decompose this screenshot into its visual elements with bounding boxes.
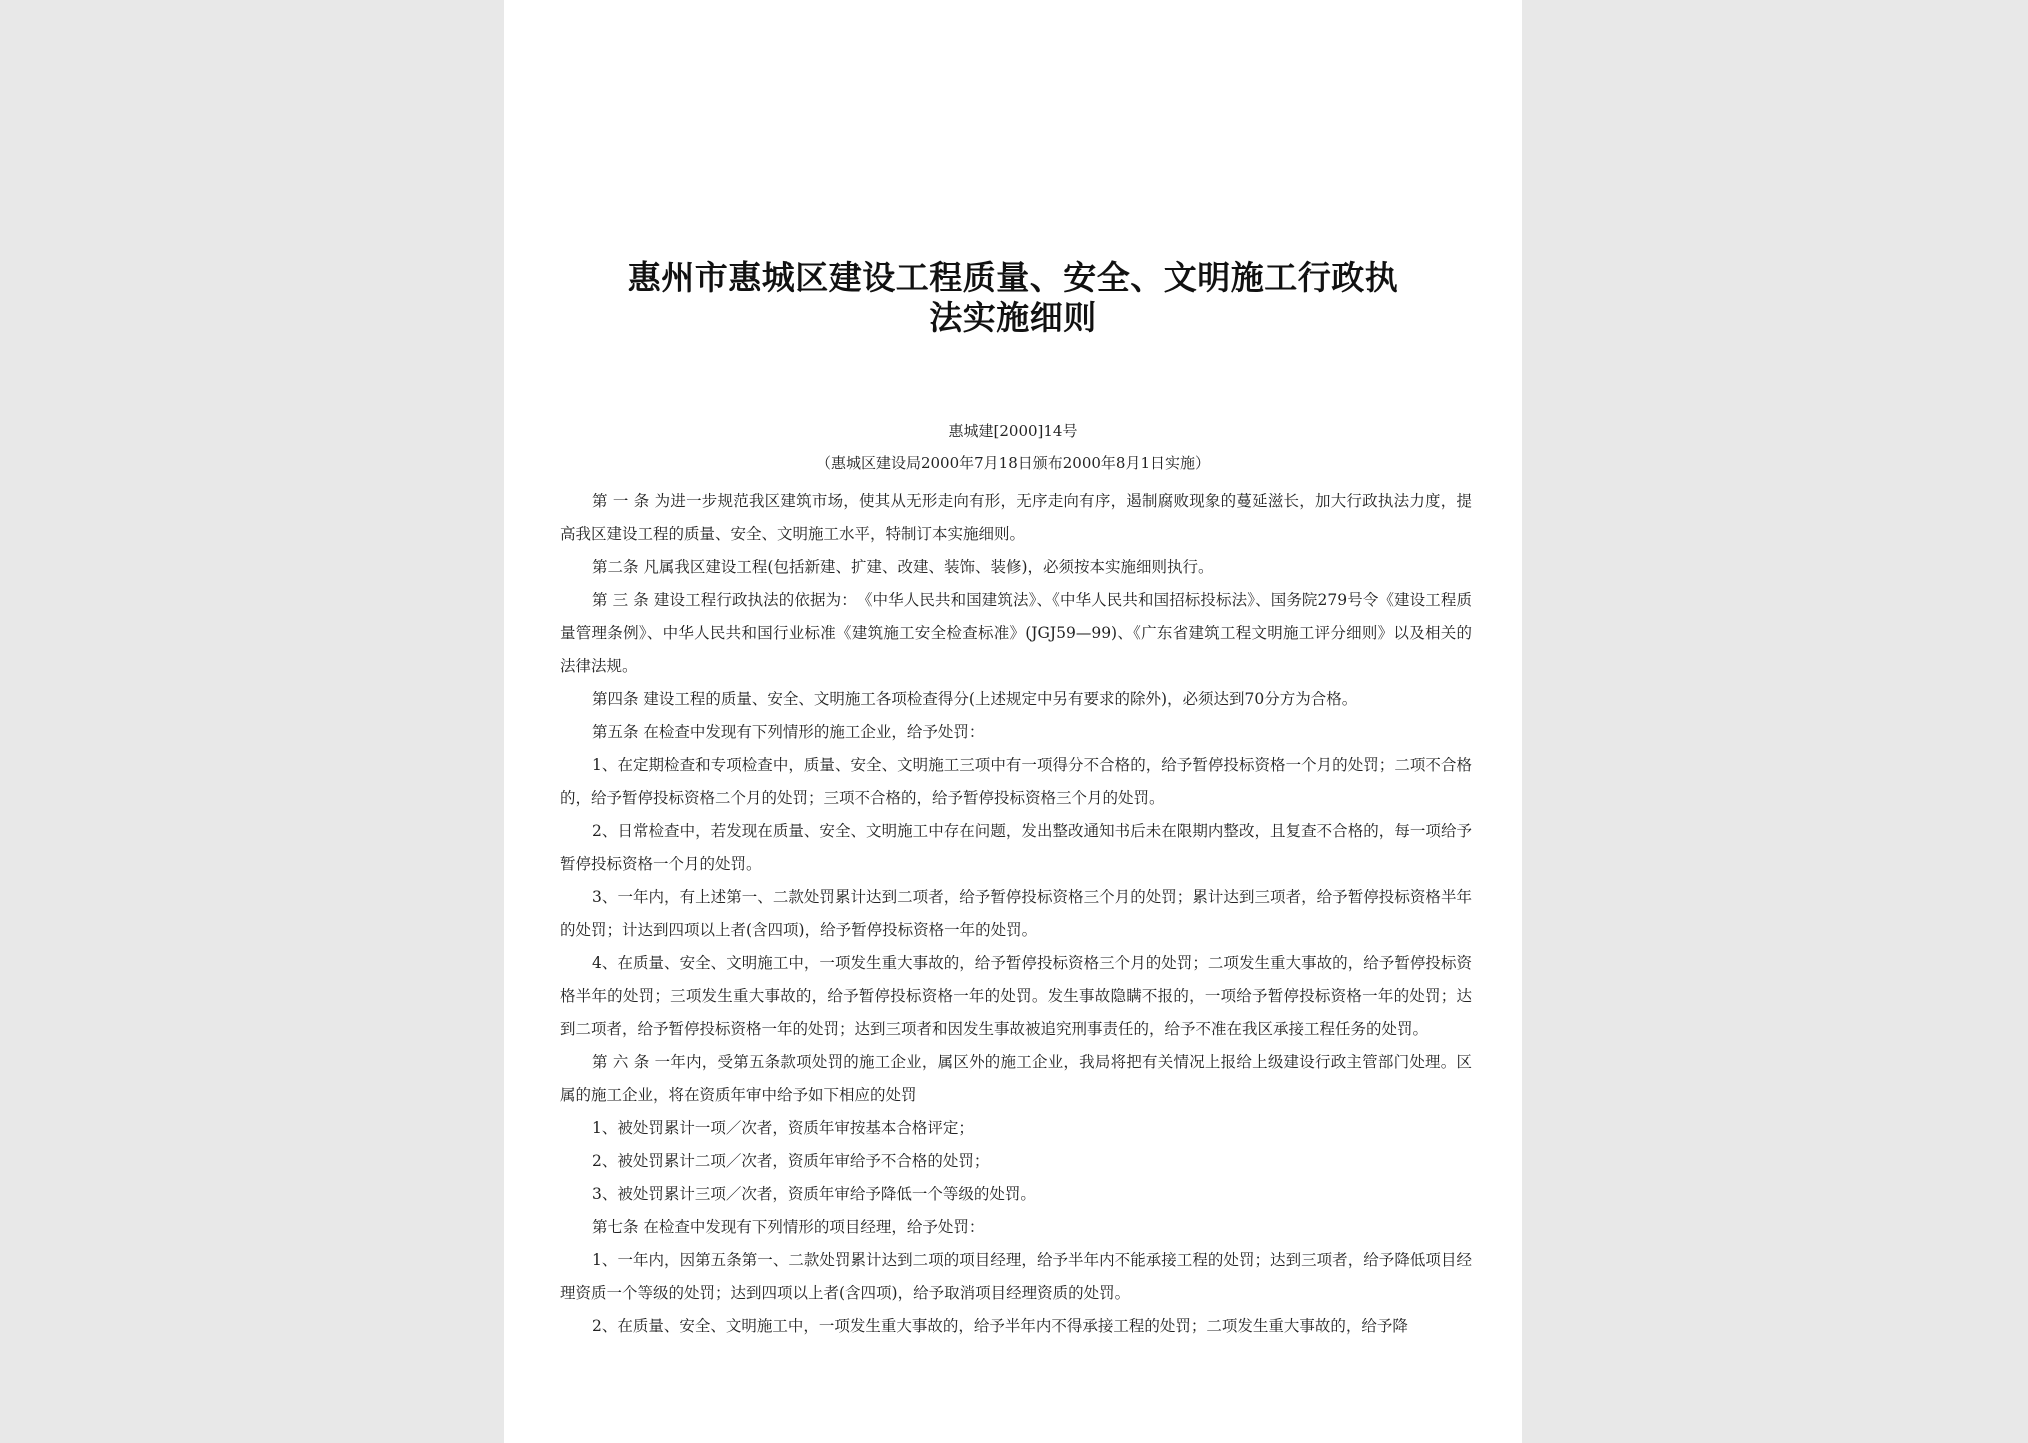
article-5: 第五条 在检查中发现有下列情形的施工企业，给予处罚： xyxy=(592,723,985,741)
document-issue-date: （惠城区建设局2000年7月18日颁布2000年8月1日实施） xyxy=(815,454,1211,472)
article-5-item-1: 1、在定期检查和专项检查中，质量、安全、文明施工三项中有一项得分不合格的，给予暂停投标资格一个月的处罚；二项不合格的，给予暂停投标资格二个月的处罚；三项不合格的，给予暂停投标资格三个月的处罚。 xyxy=(560,756,1472,807)
title-line-2: 法实施细则 xyxy=(929,298,1097,337)
article-7-item-1: 1、一年内，因第五条第一、二款处罚累计达到二项的项目经理，给予半年内不能承接工程的处罚；达到三项者，给予降低项目经理资质一个等级的处罚；达到四项以上者(含四项)，给予取消项目经理资质的处罚。 xyxy=(560,1251,1472,1302)
article-4: 第四条 建设工程的质量、安全、文明施工各项检查得分(上述规定中另有要求的除外)，必须达到70分方为合格。 xyxy=(592,690,1358,708)
document-page xyxy=(504,0,1522,1443)
article-6: 第 六 条 一年内，受第五条款项处罚的施工企业，属区外的施工企业，我局将把有关情况上报给上级建设行政主管部门处理。区属的施工企业，将在资质年审中给予如下相应的处罚 xyxy=(560,1053,1472,1104)
article-1: 第 一 条 为进一步规范我区建筑市场，使其从无形走向有形，无序走向有序，遏制腐败现象的蔓延滋长，加大行政执法力度，提高我区建设工程的质量、安全、文明施工水平，特制订本实施细则。 xyxy=(560,492,1472,543)
article-5-item-4: 4、在质量、安全、文明施工中，一项发生重大事故的，给予暂停投标资格三个月的处罚；二项发生重大事故的，给予暂停投标资格半年的处罚；三项发生重大事故的，给予暂停投标资格一年的处罚。发生事故隐瞒不报的，一项给予暂停投标资格一年的处罚；达到二项者，给予暂停投标资格一年的处罚；达到三项者和因发生事故被追究刑事责任的，给予不准在我区承接工程任务的处罚。 xyxy=(560,954,1472,1038)
article-5-item-2: 2、日常检查中，若发现在质量、安全、文明施工中存在问题，发出整改通知书后未在限期内整改，且复查不合格的，每一项给予暂停投标资格一个月的处罚。 xyxy=(560,822,1472,873)
article-6-item-3: 3、被处罚累计三项／次者，资质年审给予降低一个等级的处罚。 xyxy=(592,1185,1036,1203)
article-7-item-2: 2、在质量、安全、文明施工中，一项发生重大事故的，给予半年内不得承接工程的处罚；二项发生重大事故的，给予降 xyxy=(592,1317,1408,1335)
article-7: 第七条 在检查中发现有下列情形的项目经理，给予处罚： xyxy=(592,1218,985,1236)
article-2: 第二条 凡属我区建设工程(包括新建、扩建、改建、装饰、装修)，必须按本实施细则执行。 xyxy=(592,558,1214,576)
title-line-1: 惠州市惠城区建设工程质量、安全、文明施工行政执 xyxy=(627,258,1399,297)
document-body xyxy=(560,485,1472,1343)
article-3: 第 三 条 建设工程行政执法的依据为： 《中华人民共和国建筑法》、《中华人民共和国招标投标法》、国务院279号令《建设工程质量管理条例》、中华人民共和国行业标准《建筑施工安全检查标准》(JGJ59—99)、《广东省建筑工程文明施工评分细则》以及相关的法律法规。 xyxy=(560,591,1472,675)
article-6-item-1: 1、被处罚累计一项／次者，资质年审按基本合格评定； xyxy=(592,1119,974,1137)
article-5-item-3: 3、一年内，有上述第一、二款处罚累计达到二项者，给予暂停投标资格三个月的处罚；累计达到三项者，给予暂停投标资格半年的处罚；计达到四项以上者(含四项)，给予暂停投标资格一年的处罚。 xyxy=(560,888,1472,939)
document-title xyxy=(504,258,1522,338)
article-6-item-2: 2、被处罚累计二项／次者，资质年审给予不合格的处罚； xyxy=(592,1152,990,1170)
document-number: 惠城建[2000]14号 xyxy=(948,422,1078,440)
